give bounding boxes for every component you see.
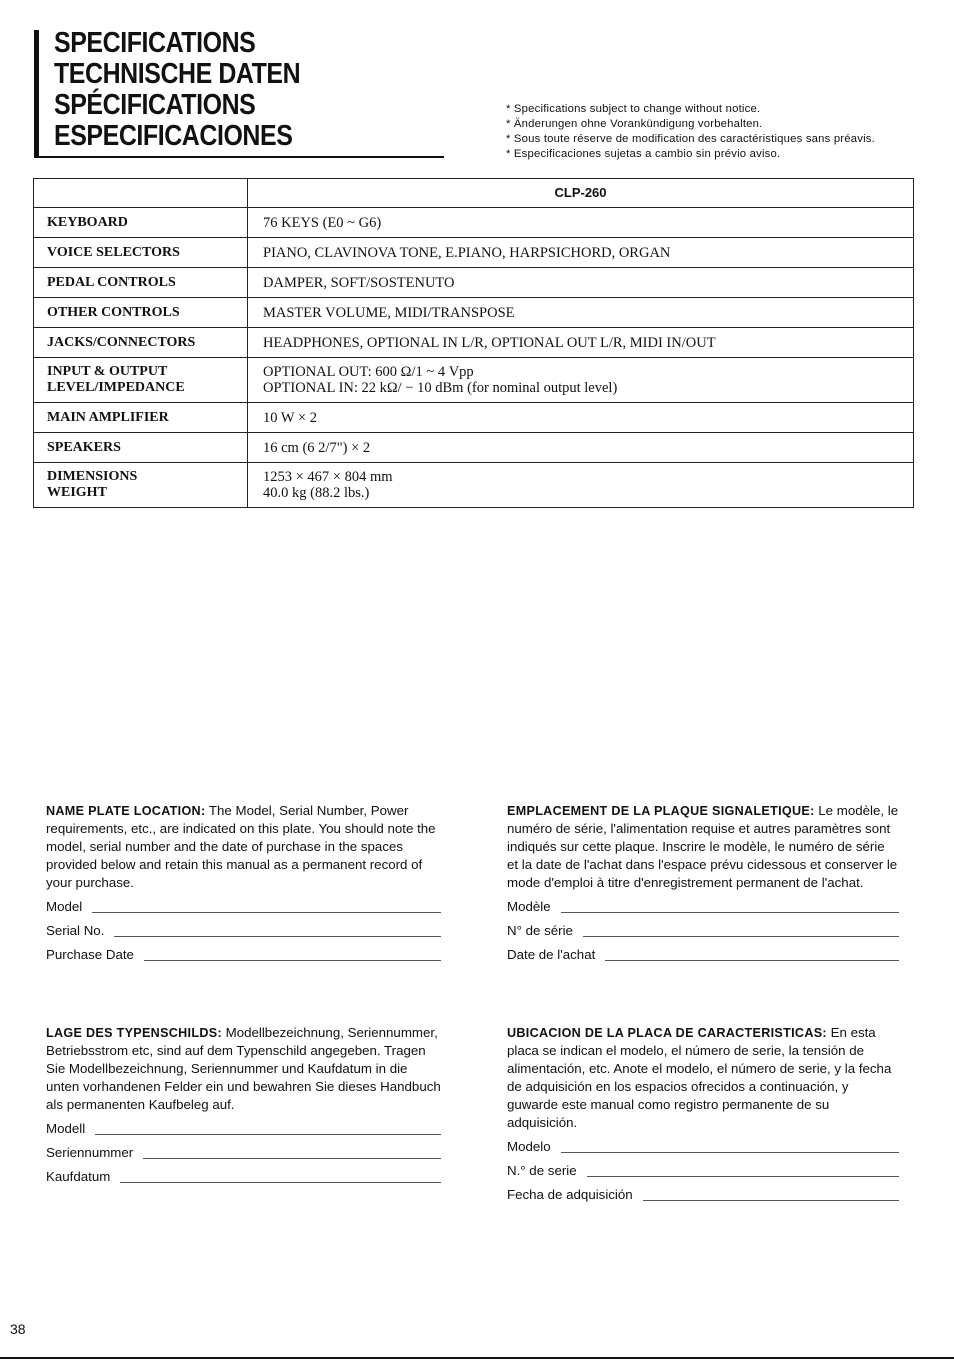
spec-value-line: 1253 × 467 × 804 mm xyxy=(263,469,393,485)
table-row xyxy=(34,298,914,328)
spec-value-line: 40.0 kg (88.2 lbs.) xyxy=(263,485,370,501)
nameplate-es-text xyxy=(507,1024,899,1132)
model-field[interactable] xyxy=(46,898,441,916)
spec-value-line: OPTIONAL IN: 22 kΩ/ − 10 dBm (for nominal output level) xyxy=(263,380,618,396)
table-row xyxy=(34,433,914,463)
change-notice xyxy=(506,102,875,162)
table-row xyxy=(34,358,914,403)
specifications-table xyxy=(33,178,914,508)
spec-label-line: WEIGHT xyxy=(47,485,107,500)
nameplate-en-body: The Model, Serial Number, Power requirements, etc., are indicated on this plate. You should note the model, serial number and the date of purchase in the spaces provided below and retain this manual as a permanent record of your purchase. xyxy=(46,803,436,890)
nameplate-es xyxy=(507,1024,899,1204)
table-row xyxy=(34,328,914,358)
field-label: Purchase Date xyxy=(46,947,134,962)
nameplate-en xyxy=(46,802,441,964)
spec-label xyxy=(34,463,248,508)
field-line[interactable] xyxy=(561,912,899,913)
nameplate-en-heading: NAME PLATE LOCATION: xyxy=(46,804,206,818)
title-es: ESPECIFICACIONES xyxy=(54,120,293,152)
spec-value xyxy=(248,463,914,508)
nameplate-de-text xyxy=(46,1024,441,1114)
field-line[interactable] xyxy=(120,1182,441,1183)
nameplate-fr-body: Le modèle, le numéro de série, l'alimentation requise et autres paramètres sont indiqués sur cette plaque. Inscrire le modèle, le numéro de série et la date de l'achat dans l'espace prévu cidessous et conserver le mode d'emploi à titre d'enregistrement permanent de l'achat. xyxy=(507,803,899,890)
field-line[interactable] xyxy=(114,936,441,937)
spec-value: 76 KEYS (E0 ~ G6) xyxy=(248,208,914,238)
spec-label-line: LEVEL/IMPEDANCE xyxy=(47,380,185,395)
notice-en: * Specifications subject to change without notice. xyxy=(506,103,761,115)
spec-value xyxy=(248,358,914,403)
notice-de: * Änderungen ohne Vorankündigung vorbehalten. xyxy=(506,118,763,130)
notice-es: * Especificaciones sujetas a cambio sin prévio aviso. xyxy=(506,148,781,160)
purchase-date-field[interactable] xyxy=(507,946,899,964)
spec-value: 16 cm (6 2/7") × 2 xyxy=(248,433,914,463)
field-label: Model xyxy=(46,899,83,914)
spec-label-line: INPUT & OUTPUT xyxy=(47,364,168,379)
table-header-row xyxy=(34,179,914,208)
purchase-date-field[interactable] xyxy=(46,946,441,964)
field-line[interactable] xyxy=(643,1200,899,1201)
nameplate-de-body: Modellbezeichnung, Seriennummer, Betriebsstrom etc, sind auf dem Typenschild angegeben. Tragen Sie Modellbezeichnung, Seriennummer und Kaufdatum in die unten vorhandenen Felder ein und bewahren Sie dieses Handbuch als permanenten Kaufbeleg auf. xyxy=(46,1025,441,1112)
purchase-date-field[interactable] xyxy=(46,1168,441,1186)
bottom-rule xyxy=(0,1357,954,1359)
spec-label: PEDAL CONTROLS xyxy=(34,268,248,298)
field-label: Seriennummer xyxy=(46,1145,134,1160)
spec-label: MAIN AMPLIFIER xyxy=(34,403,248,433)
serial-field[interactable] xyxy=(507,1162,899,1180)
spec-label: JACKS/CONNECTORS xyxy=(34,328,248,358)
field-line[interactable] xyxy=(561,1152,899,1153)
field-label: N.° de serie xyxy=(507,1163,577,1178)
spec-label: OTHER CONTROLS xyxy=(34,298,248,328)
table-row xyxy=(34,463,914,508)
nameplate-de xyxy=(46,1024,441,1186)
nameplate-es-body: En esta placa se indican el modelo, el número de serie, la tensión de alimentación, etc. Anote el modelo, el número de serie, y la fecha de adquisición en los espacios ofrecidos a continuación, y guwarde este manual como registro permanente de su adquisición. xyxy=(507,1025,892,1130)
field-label: Serial No. xyxy=(46,923,105,938)
model-name: CLP-260 xyxy=(248,179,914,208)
field-label: Kaufdatum xyxy=(46,1169,111,1184)
table-row xyxy=(34,403,914,433)
page-number: 38 xyxy=(10,1321,26,1337)
purchase-date-field[interactable] xyxy=(507,1186,899,1204)
title-en: SPECIFICATIONS xyxy=(54,27,256,59)
spec-label: VOICE SELECTORS xyxy=(34,238,248,268)
model-field[interactable] xyxy=(46,1120,441,1138)
field-line[interactable] xyxy=(144,960,441,961)
table-row xyxy=(34,208,914,238)
title-de: TECHNISCHE DATEN xyxy=(54,58,301,90)
nameplate-de-heading: LAGE DES TYPENSCHILDS: xyxy=(46,1026,222,1040)
field-label: Modell xyxy=(46,1121,86,1136)
spec-value: 10 W × 2 xyxy=(248,403,914,433)
serial-field[interactable] xyxy=(46,1144,441,1162)
field-line[interactable] xyxy=(95,1134,441,1135)
nameplate-fr-text xyxy=(507,802,899,892)
field-label: Modelo xyxy=(507,1139,551,1154)
title-fr: SPÉCIFICATIONS xyxy=(54,89,256,121)
field-label: N° de série xyxy=(507,923,573,938)
field-line[interactable] xyxy=(143,1158,441,1159)
serial-field[interactable] xyxy=(507,922,899,940)
spec-label: KEYBOARD xyxy=(34,208,248,238)
field-line[interactable] xyxy=(92,912,441,913)
spec-value: HEADPHONES, OPTIONAL IN L/R, OPTIONAL OUT L/R, MIDI IN/OUT xyxy=(248,328,914,358)
nameplate-en-text xyxy=(46,802,441,892)
table-row xyxy=(34,238,914,268)
model-field[interactable] xyxy=(507,1138,899,1156)
nameplate-fr-heading: EMPLACEMENT DE LA PLAQUE SIGNALETIQUE: xyxy=(507,804,815,818)
nameplate-fr xyxy=(507,802,899,964)
field-label: Modèle xyxy=(507,899,551,914)
spec-label: SPEAKERS xyxy=(34,433,248,463)
page-titles xyxy=(54,28,340,152)
field-line[interactable] xyxy=(583,936,899,937)
header-empty-cell xyxy=(34,179,248,208)
model-field[interactable] xyxy=(507,898,899,916)
field-label: Fecha de adquisición xyxy=(507,1187,633,1202)
field-label: Date de l'achat xyxy=(507,947,596,962)
title-accent-bar xyxy=(34,30,39,156)
nameplate-es-heading: UBICACION DE LA PLACA DE CARACTERISTICAS: xyxy=(507,1026,827,1040)
spec-label xyxy=(34,358,248,403)
table-row xyxy=(34,268,914,298)
spec-label-line: DIMENSIONS xyxy=(47,469,138,484)
serial-field[interactable] xyxy=(46,922,441,940)
notice-fr: * Sous toute réserve de modification des caractéristiques sans préavis. xyxy=(506,133,875,145)
spec-value: MASTER VOLUME, MIDI/TRANSPOSE xyxy=(248,298,914,328)
field-line[interactable] xyxy=(605,960,899,961)
title-underline xyxy=(34,156,444,158)
spec-value-line: OPTIONAL OUT: 600 Ω/1 ~ 4 Vpp xyxy=(263,364,474,380)
spec-value: DAMPER, SOFT/SOSTENUTO xyxy=(248,268,914,298)
spec-value: PIANO, CLAVINOVA TONE, E.PIANO, HARPSICHORD, ORGAN xyxy=(248,238,914,268)
field-line[interactable] xyxy=(587,1176,899,1177)
